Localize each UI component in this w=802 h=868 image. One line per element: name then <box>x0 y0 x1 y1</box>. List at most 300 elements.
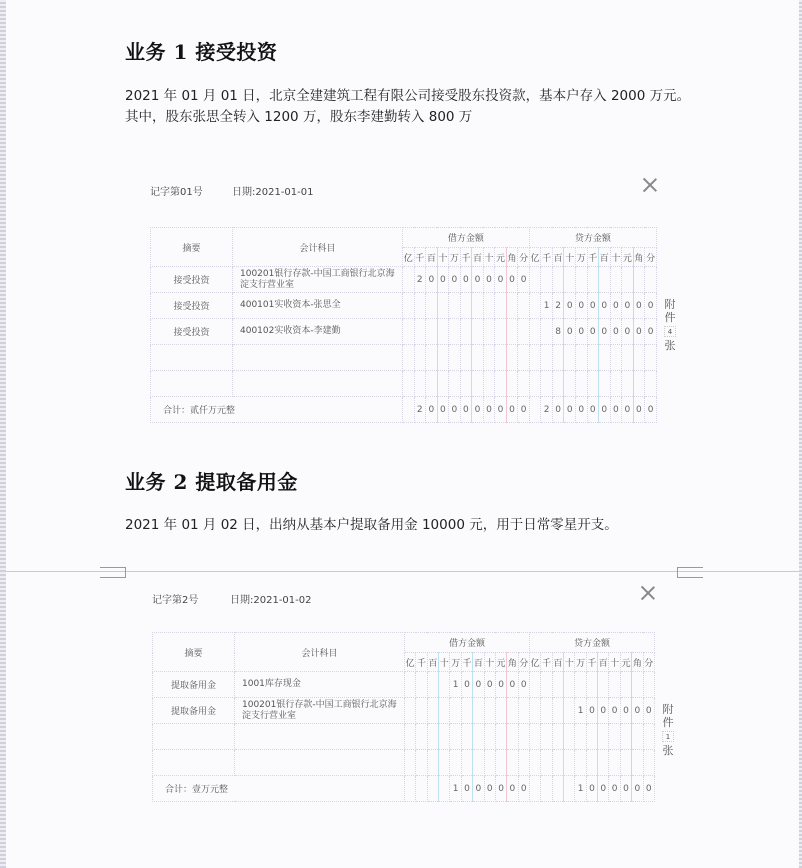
credit-digit <box>529 724 540 750</box>
digit-header: 十 <box>564 248 576 267</box>
debit-digit: 0 <box>461 672 472 698</box>
debit-digit <box>472 319 484 345</box>
voucher-table <box>152 632 655 802</box>
credit-digit: 0 <box>645 293 657 319</box>
digit-header: 千 <box>587 248 599 267</box>
credit-digit <box>599 371 611 397</box>
entry-summary[interactable] <box>151 345 233 371</box>
credit-digit <box>552 345 564 371</box>
total-debit-digit: 0 <box>426 397 438 423</box>
attachment-label-mid: 件 <box>662 716 674 729</box>
total-debit-digit: 0 <box>507 776 518 802</box>
credit-digit <box>643 750 654 776</box>
debit-digit <box>483 319 495 345</box>
digit-header: 十 <box>483 248 495 267</box>
close-icon[interactable] <box>642 177 658 193</box>
digit-header: 千 <box>416 653 427 672</box>
total-debit-digit: 0 <box>484 776 495 802</box>
attachment-count-input[interactable]: 1 <box>662 731 674 742</box>
total-credit-digit: 0 <box>564 397 576 423</box>
debit-digit <box>449 345 461 371</box>
entry-summary[interactable] <box>153 750 235 776</box>
credit-digit: 0 <box>575 319 587 345</box>
header-credit: 贷方金额 <box>529 633 654 653</box>
debit-digit <box>473 698 484 724</box>
total-debit-digit <box>405 776 416 802</box>
digit-header: 分 <box>645 248 657 267</box>
credit-digit <box>643 724 654 750</box>
digit-header: 元 <box>495 248 507 267</box>
total-debit-digit <box>403 397 415 423</box>
debit-digit <box>426 293 438 319</box>
header-account: 会计科目 <box>235 633 405 672</box>
debit-digit <box>414 345 426 371</box>
digit-header: 万 <box>449 248 461 267</box>
debit-digit <box>403 371 415 397</box>
debit-digit <box>472 371 484 397</box>
total-credit-digit: 0 <box>632 776 643 802</box>
total-credit-digit: 0 <box>609 776 620 802</box>
close-icon[interactable] <box>640 585 656 601</box>
debit-digit <box>405 750 416 776</box>
credit-digit: 0 <box>643 698 654 724</box>
debit-digit: 0 <box>473 672 484 698</box>
entry-summary[interactable] <box>153 724 235 750</box>
debit-digit <box>483 371 495 397</box>
digit-header: 角 <box>506 248 518 267</box>
total-debit-digit: 0 <box>483 397 495 423</box>
debit-digit <box>460 293 472 319</box>
digit-header: 万 <box>450 653 461 672</box>
debit-digit <box>483 293 495 319</box>
credit-digit <box>575 267 587 293</box>
digit-header: 十 <box>609 653 620 672</box>
debit-digit <box>506 345 518 371</box>
entry-account[interactable] <box>233 345 403 371</box>
debit-digit <box>518 345 530 371</box>
debit-digit <box>495 293 507 319</box>
credit-digit <box>645 345 657 371</box>
total-credit-digit: 0 <box>586 776 597 802</box>
credit-digit <box>620 724 631 750</box>
total-label: 合计：壹万元整 <box>153 776 405 802</box>
page-edge-left <box>0 0 6 868</box>
total-debit-digit: 0 <box>518 397 530 423</box>
credit-digit <box>620 672 631 698</box>
debit-digit <box>416 724 427 750</box>
debit-digit <box>449 319 461 345</box>
credit-digit: 2 <box>552 293 564 319</box>
business-1-description <box>125 86 695 128</box>
debit-digit <box>416 672 427 698</box>
credit-digit <box>609 724 620 750</box>
digit-header: 百 <box>473 653 484 672</box>
credit-digit <box>632 672 643 698</box>
debit-digit <box>450 724 461 750</box>
credit-digit <box>575 345 587 371</box>
entry-account[interactable]: 100201银行存款-中国工商银行北京海淀支行营业室 <box>233 267 403 293</box>
credit-digit <box>564 371 576 397</box>
debit-digit <box>416 698 427 724</box>
debit-digit <box>414 319 426 345</box>
digit-header: 十 <box>564 653 575 672</box>
debit-digit <box>473 750 484 776</box>
total-credit-digit: 0 <box>575 397 587 423</box>
digit-header: 分 <box>643 653 654 672</box>
attachment-label-bottom: 张 <box>662 744 674 757</box>
total-label: 合计：贰仟万元整 <box>151 397 403 423</box>
total-row <box>151 397 657 423</box>
total-credit-digit: 0 <box>598 776 609 802</box>
credit-digit <box>552 672 563 698</box>
entry-row[interactable] <box>151 371 657 397</box>
debit-digit <box>449 293 461 319</box>
credit-digit <box>575 724 586 750</box>
debit-digit <box>461 750 472 776</box>
credit-digit <box>609 750 620 776</box>
digit-header: 角 <box>632 653 643 672</box>
digit-header: 百 <box>552 653 563 672</box>
credit-digit: 1 <box>575 698 586 724</box>
total-debit-digit: 0 <box>472 397 484 423</box>
debit-digit: 0 <box>495 267 507 293</box>
credit-digit <box>529 371 541 397</box>
credit-digit <box>643 672 654 698</box>
digit-header: 分 <box>518 653 529 672</box>
debit-digit <box>518 371 530 397</box>
credit-digit <box>620 750 631 776</box>
credit-digit: 0 <box>609 698 620 724</box>
debit-digit <box>439 698 450 724</box>
digit-header: 千 <box>586 653 597 672</box>
debit-digit <box>472 345 484 371</box>
debit-digit: 0 <box>518 672 529 698</box>
credit-digit <box>552 750 563 776</box>
total-credit-digit <box>564 776 575 802</box>
header-debit: 借方金额 <box>405 633 530 653</box>
credit-digit <box>541 345 553 371</box>
digit-header: 元 <box>620 653 631 672</box>
debit-digit <box>427 672 438 698</box>
total-credit-digit <box>552 776 563 802</box>
credit-digit <box>529 345 541 371</box>
debit-digit <box>437 371 449 397</box>
debit-digit <box>495 724 506 750</box>
debit-digit <box>414 293 426 319</box>
credit-digit <box>633 267 645 293</box>
total-row <box>153 776 655 802</box>
digit-header: 百 <box>426 248 438 267</box>
credit-digit: 1 <box>541 293 553 319</box>
credit-digit <box>541 750 552 776</box>
credit-digit <box>645 371 657 397</box>
debit-digit: 0 <box>426 267 438 293</box>
entry-row[interactable] <box>151 267 657 293</box>
header-credit: 贷方金额 <box>529 228 656 248</box>
total-debit-digit <box>439 776 450 802</box>
digit-header: 十 <box>484 653 495 672</box>
credit-digit <box>564 724 575 750</box>
digit-header: 元 <box>495 653 506 672</box>
credit-digit: 0 <box>564 319 576 345</box>
credit-digit <box>622 371 634 397</box>
credit-digit <box>586 672 597 698</box>
debit-digit <box>403 293 415 319</box>
digit-header: 百 <box>552 248 564 267</box>
total-credit-digit: 0 <box>622 397 634 423</box>
entry-account[interactable] <box>235 750 405 776</box>
debit-digit <box>427 750 438 776</box>
entry-row[interactable] <box>151 293 657 319</box>
voucher-number: 记字第2号 <box>152 595 199 606</box>
digit-header: 亿 <box>529 653 540 672</box>
credit-digit <box>564 750 575 776</box>
credit-digit <box>598 724 609 750</box>
credit-digit <box>529 293 541 319</box>
debit-digit <box>484 724 495 750</box>
business-1-desc-line2: 其中，股东张思全转入 1200 万，股东李建勤转入 800 万 <box>125 109 473 125</box>
total-credit-digit: 0 <box>633 397 645 423</box>
digit-header: 千 <box>414 248 426 267</box>
debit-digit <box>426 319 438 345</box>
header-account: 会计科目 <box>233 228 403 267</box>
entry-row[interactable] <box>153 698 655 724</box>
attachment-count <box>663 298 677 352</box>
digit-header: 亿 <box>403 248 415 267</box>
debit-digit <box>495 750 506 776</box>
total-debit-digit: 0 <box>460 397 472 423</box>
attachment-label-top: 附 <box>662 703 674 716</box>
debit-digit <box>518 293 530 319</box>
voucher-date: 日期:2021-01-01 <box>232 187 314 198</box>
total-credit-digit: 0 <box>587 397 599 423</box>
credit-digit <box>564 345 576 371</box>
debit-digit <box>439 750 450 776</box>
digit-header: 千 <box>541 248 553 267</box>
debit-digit <box>427 724 438 750</box>
total-credit-digit: 0 <box>643 776 654 802</box>
business-1-title: 业务 1 接受投资 <box>125 40 278 64</box>
debit-digit: 0 <box>437 267 449 293</box>
total-debit-digit: 0 <box>495 397 507 423</box>
debit-digit <box>416 750 427 776</box>
attachment-label-top: 附 <box>664 298 676 311</box>
digit-header: 十 <box>439 653 450 672</box>
credit-digit <box>552 698 563 724</box>
digit-header: 万 <box>575 653 586 672</box>
debit-digit: 2 <box>414 267 426 293</box>
credit-digit <box>552 724 563 750</box>
voucher-2 <box>152 591 682 802</box>
credit-digit <box>645 267 657 293</box>
credit-digit <box>529 267 541 293</box>
credit-digit <box>552 371 564 397</box>
entry-summary[interactable]: 接受投资 <box>151 267 233 293</box>
credit-digit: 8 <box>552 319 564 345</box>
credit-digit <box>529 319 541 345</box>
debit-digit <box>495 345 507 371</box>
digit-header: 十 <box>437 248 449 267</box>
digit-header: 分 <box>518 248 530 267</box>
total-credit-digit <box>541 776 552 802</box>
total-debit-digit <box>416 776 427 802</box>
credit-digit <box>541 672 552 698</box>
digit-header: 百 <box>599 248 611 267</box>
credit-digit <box>552 267 564 293</box>
total-debit-digit: 0 <box>461 776 472 802</box>
credit-digit: 0 <box>622 319 634 345</box>
credit-digit: 0 <box>620 698 631 724</box>
credit-digit: 0 <box>564 293 576 319</box>
debit-digit <box>403 319 415 345</box>
credit-digit <box>587 267 599 293</box>
credit-digit <box>598 672 609 698</box>
digit-header: 千 <box>541 653 552 672</box>
debit-digit <box>507 724 518 750</box>
digit-header: 十 <box>610 248 622 267</box>
debit-digit <box>437 345 449 371</box>
entry-account[interactable]: 100201银行存款-中国工商银行北京海淀支行营业室 <box>235 698 405 724</box>
debit-digit <box>495 319 507 345</box>
entry-summary[interactable]: 提取备用金 <box>153 698 235 724</box>
debit-digit <box>426 345 438 371</box>
header-summary: 摘要 <box>151 228 233 267</box>
attachment-count-input[interactable]: 4 <box>664 326 676 337</box>
entry-row[interactable] <box>153 750 655 776</box>
attachment-label-bottom: 张 <box>664 339 676 352</box>
debit-digit <box>414 371 426 397</box>
credit-digit <box>541 267 553 293</box>
total-credit-digit: 0 <box>552 397 564 423</box>
digit-header: 百 <box>598 653 609 672</box>
credit-digit: 0 <box>610 319 622 345</box>
entry-summary[interactable]: 接受投资 <box>151 293 233 319</box>
entry-account[interactable]: 400101实收资本-张思全 <box>233 293 403 319</box>
debit-digit <box>405 698 416 724</box>
debit-digit <box>403 267 415 293</box>
debit-digit: 0 <box>506 267 518 293</box>
entry-account[interactable] <box>233 371 403 397</box>
entry-account[interactable] <box>235 724 405 750</box>
voucher-table <box>150 227 657 423</box>
voucher-number: 记字第01号 <box>150 187 203 198</box>
debit-digit <box>484 750 495 776</box>
total-debit-digit: 0 <box>449 397 461 423</box>
total-credit-digit: 0 <box>645 397 657 423</box>
credit-digit <box>541 698 552 724</box>
total-debit-digit: 0 <box>506 397 518 423</box>
business-2-title: 业务 2 提取备用金 <box>125 470 298 494</box>
entry-row[interactable] <box>151 345 657 371</box>
debit-digit <box>449 371 461 397</box>
entry-account[interactable]: 400102实收资本-李建勤 <box>233 319 403 345</box>
credit-digit: 0 <box>645 319 657 345</box>
debit-digit <box>450 698 461 724</box>
debit-digit <box>427 698 438 724</box>
debit-digit: 0 <box>460 267 472 293</box>
header-debit: 借方金额 <box>403 228 530 248</box>
debit-digit <box>460 371 472 397</box>
debit-digit <box>437 293 449 319</box>
business-1-desc-line1: 2021 年 01 月 01 日，北京全建建筑工程有限公司接受股东投资款，基本户存入 2000 万元。 <box>125 88 691 104</box>
debit-digit <box>484 698 495 724</box>
debit-digit <box>518 698 529 724</box>
debit-digit <box>507 698 518 724</box>
credit-digit: 0 <box>622 293 634 319</box>
credit-digit: 0 <box>633 293 645 319</box>
debit-digit <box>472 293 484 319</box>
credit-digit <box>610 345 622 371</box>
credit-digit: 0 <box>575 293 587 319</box>
business-2-description <box>125 515 695 536</box>
debit-digit <box>495 371 507 397</box>
page-corner-mark-left <box>100 567 126 578</box>
credit-digit <box>575 750 586 776</box>
total-credit-digit: 0 <box>620 776 631 802</box>
digit-header: 百 <box>427 653 438 672</box>
total-debit-digit: 2 <box>414 397 426 423</box>
debit-digit: 0 <box>518 267 530 293</box>
digit-header: 元 <box>622 248 634 267</box>
credit-digit <box>564 267 576 293</box>
page-corner-mark-right <box>677 567 703 578</box>
total-credit-digit: 1 <box>575 776 586 802</box>
digit-header: 千 <box>461 653 472 672</box>
total-credit-digit: 0 <box>599 397 611 423</box>
entry-row[interactable] <box>151 319 657 345</box>
credit-digit <box>575 672 586 698</box>
entry-account[interactable]: 1001库存现金 <box>235 672 405 698</box>
credit-digit <box>632 750 643 776</box>
total-credit-digit <box>529 776 540 802</box>
attachment-count <box>661 703 675 757</box>
total-debit-digit: 1 <box>450 776 461 802</box>
debit-digit <box>439 724 450 750</box>
total-debit-digit: 0 <box>518 776 529 802</box>
debit-digit <box>437 319 449 345</box>
entry-summary[interactable]: 提取备用金 <box>153 672 235 698</box>
entry-summary[interactable] <box>151 371 233 397</box>
credit-digit <box>564 672 575 698</box>
credit-digit <box>541 371 553 397</box>
digit-header: 百 <box>472 248 484 267</box>
entry-row[interactable] <box>153 672 655 698</box>
attachment-label-mid: 件 <box>664 311 676 324</box>
credit-digit: 0 <box>599 293 611 319</box>
total-credit-digit: 2 <box>541 397 553 423</box>
debit-digit <box>439 672 450 698</box>
credit-digit: 0 <box>610 293 622 319</box>
debit-digit <box>518 319 530 345</box>
debit-digit <box>518 724 529 750</box>
credit-digit <box>541 724 552 750</box>
entry-summary[interactable]: 接受投资 <box>151 319 233 345</box>
debit-digit <box>473 724 484 750</box>
total-credit-digit <box>529 397 541 423</box>
total-debit-digit: 0 <box>473 776 484 802</box>
credit-digit: 0 <box>633 319 645 345</box>
entry-row[interactable] <box>153 724 655 750</box>
credit-digit <box>622 345 634 371</box>
credit-digit <box>632 724 643 750</box>
debit-digit <box>506 371 518 397</box>
digit-header: 万 <box>575 248 587 267</box>
credit-digit: 0 <box>586 698 597 724</box>
debit-digit: 0 <box>495 672 506 698</box>
debit-digit <box>403 345 415 371</box>
voucher-header <box>150 183 680 207</box>
credit-digit <box>529 672 540 698</box>
